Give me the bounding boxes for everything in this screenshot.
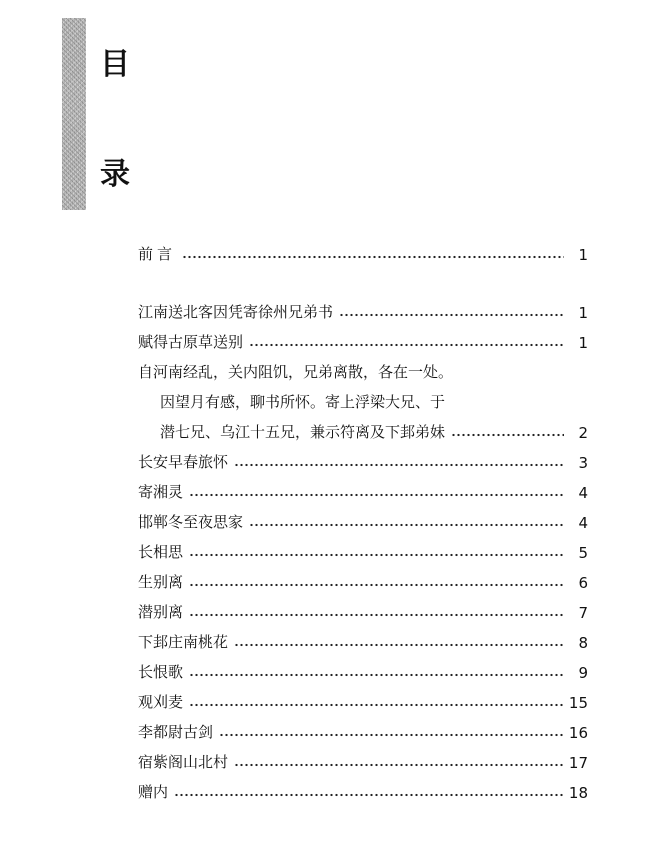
leader-dots (182, 255, 564, 259)
toc-entry-page: 6 (578, 574, 588, 592)
leader-dots (189, 583, 564, 587)
leader-dots (249, 523, 564, 527)
toc-entry[interactable] (138, 476, 588, 502)
toc-entry-title: 下邽庄南桃花 (138, 633, 229, 651)
toc-entry-page: 18 (568, 784, 588, 802)
toc-entry-page: 16 (568, 724, 588, 742)
toc-entry[interactable] (138, 626, 588, 652)
toc-entry-title: 因望月有感，聊书所怀。寄上浮梁大兄、于 (160, 393, 446, 411)
leader-dots (249, 343, 564, 347)
toc-entry[interactable] (138, 596, 588, 622)
toc-entry[interactable] (138, 238, 588, 264)
heading-char-2: 录 (100, 157, 130, 192)
toc-entry-title: 前言 (138, 245, 177, 263)
leader-dots (234, 643, 564, 647)
toc-entry-title: 自河南经乱，关内阻饥，兄弟离散，各在一处。 (138, 363, 454, 381)
toc-entry-title: 观刈麦 (138, 693, 184, 711)
toc-entry-page: 1 (578, 246, 588, 264)
leader-dots (219, 733, 563, 737)
toc-entry-title: 赠内 (138, 783, 169, 801)
leader-dots (189, 613, 564, 617)
leader-dots (189, 673, 564, 677)
toc-entry-page: 4 (578, 484, 588, 502)
toc-entry[interactable] (138, 656, 588, 682)
toc-entry-title: 生别离 (138, 573, 184, 591)
toc-entry-title: 长相思 (138, 543, 184, 561)
heading-char-1: 目 (100, 47, 130, 82)
toc-entry-continuation[interactable] (138, 386, 588, 412)
toc-entry[interactable] (138, 716, 588, 742)
toc-entry-page: 7 (578, 604, 588, 622)
toc-entry-page: 1 (578, 304, 588, 322)
leader-dots (189, 553, 564, 557)
leader-dots (174, 793, 563, 797)
toc-entry-title: 李都尉古剑 (138, 723, 214, 741)
toc-entry-page: 17 (568, 754, 588, 772)
toc-entry[interactable] (138, 746, 588, 772)
toc-entry-title: 邯郸冬至夜思家 (138, 513, 244, 531)
toc-entry-title: 潜别离 (138, 603, 184, 621)
leader-dots (451, 433, 564, 437)
toc-entry[interactable] (138, 776, 588, 802)
toc-entry-page: 8 (578, 634, 588, 652)
toc-entry-title: 赋得古原草送别 (138, 333, 244, 351)
toc-entry-page: 4 (578, 514, 588, 532)
toc-entry-continuation[interactable] (138, 416, 588, 442)
toc-entry-page: 2 (578, 424, 588, 442)
toc-entry-page: 9 (578, 664, 588, 682)
toc-entry-title: 长恨歌 (138, 663, 184, 681)
toc-entry-title: 寄湘灵 (138, 483, 184, 501)
leader-dots (189, 703, 563, 707)
toc-entry-page: 1 (578, 334, 588, 352)
toc-entry[interactable] (138, 326, 588, 352)
decorative-side-band (62, 18, 86, 210)
toc-entry[interactable] (138, 566, 588, 592)
toc-entry[interactable] (138, 536, 588, 562)
toc-entry[interactable] (138, 356, 588, 382)
toc-entry-page: 5 (578, 544, 588, 562)
toc-entry-title: 江南送北客因凭寄徐州兄弟书 (138, 303, 334, 321)
toc-entry[interactable] (138, 506, 588, 532)
leader-dots (339, 313, 564, 317)
toc-entry-page: 15 (568, 694, 588, 712)
toc-entry[interactable] (138, 686, 588, 712)
toc-entry-title: 长安早春旅怀 (138, 453, 229, 471)
leader-dots (189, 493, 564, 497)
leader-dots (234, 463, 564, 467)
toc-entry-title: 宿紫阁山北村 (138, 753, 229, 771)
leader-dots (234, 763, 563, 767)
toc-entry[interactable] (138, 446, 588, 472)
toc-entry-title: 潜七兄、乌江十五兄，兼示符离及下邽弟妹 (160, 423, 446, 441)
toc-entry[interactable] (138, 296, 588, 322)
toc-entry-page: 3 (578, 454, 588, 472)
